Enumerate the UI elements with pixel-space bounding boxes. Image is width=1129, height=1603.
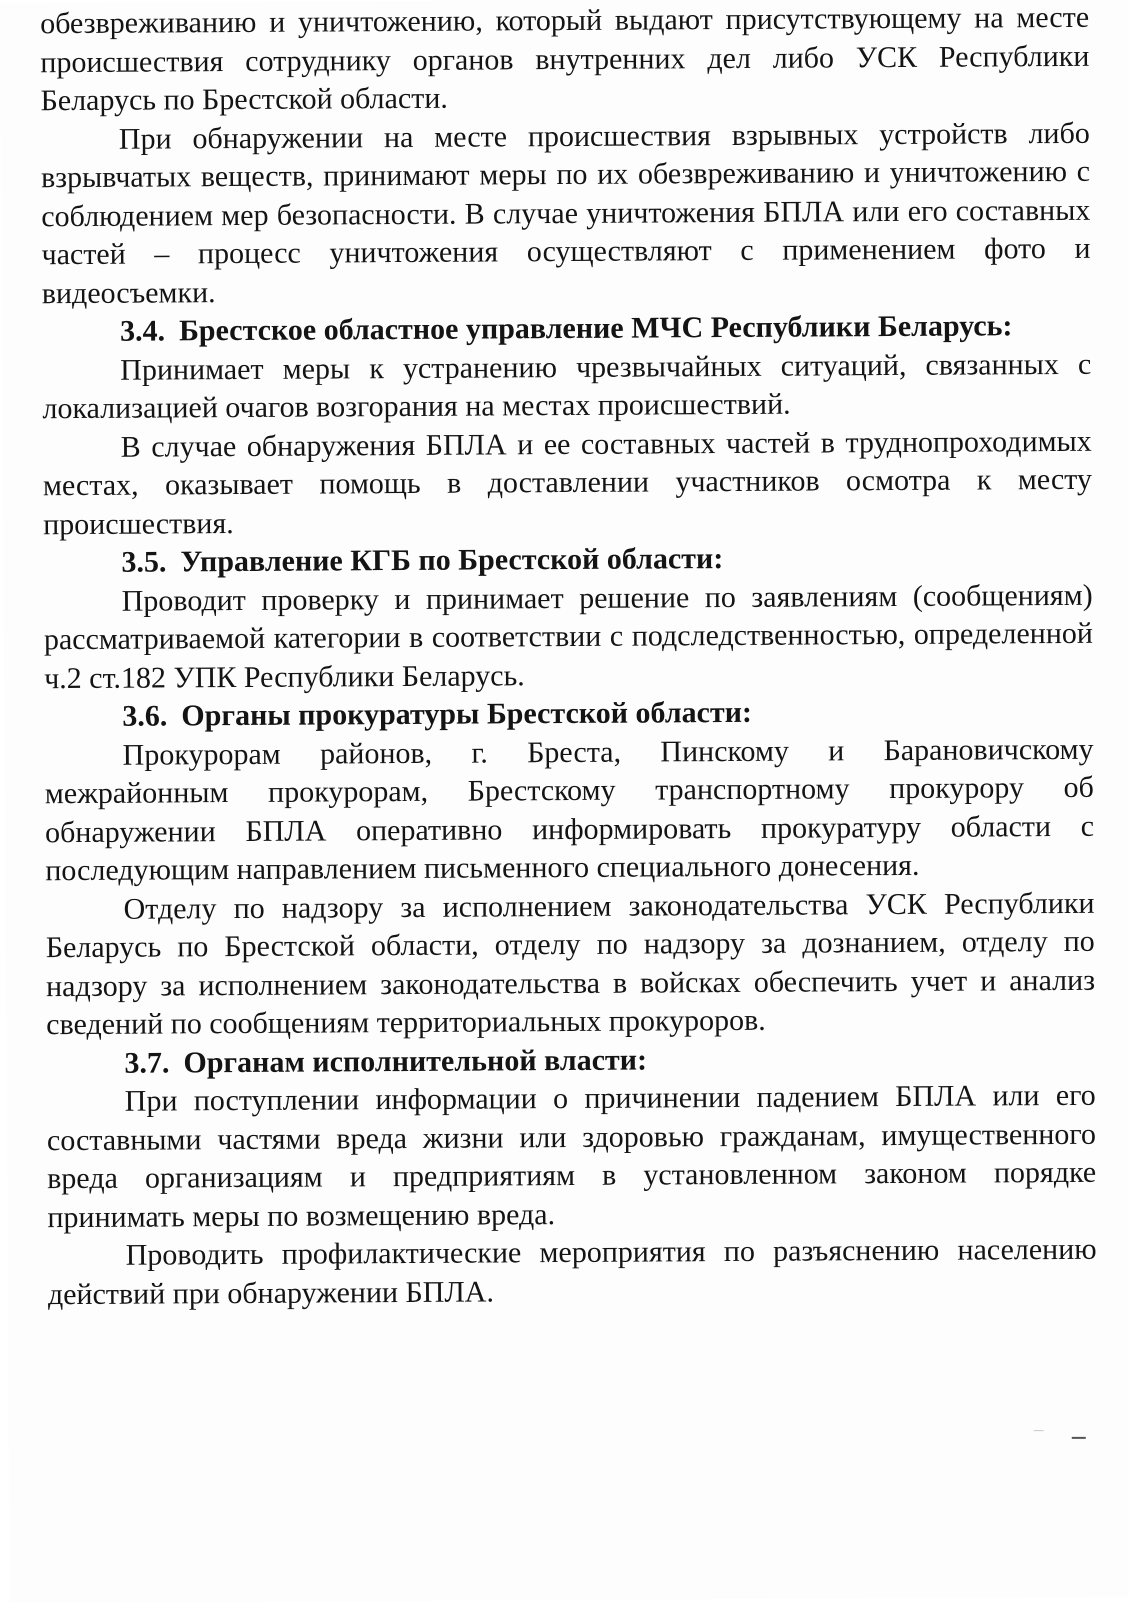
section-3-6-paragraph-2: Отделу по надзору за исполнением законодательства УСК Республики Беларусь по Брестской области, отделу по надзору за дознанием, отделу по надзору за исполнением законодательства в войсках обеспечить учет и анализ сведений по сообщениям территориальных прокуроров. [45,886,1096,1042]
section-3-7-paragraph-1: При поступлении информации о причинении падением БПЛА или его составными частями вреда жизни или здоровью гражданам, имущественного вреда организациям и предприятиям в установленном законом порядке принимать меры по возмещению вреда. [46,1078,1097,1234]
section-heading-3-6 [44,692,1093,737]
section-number: 3.4. [119,314,166,348]
section-3-7-paragraph-2: Проводить профилактические мероприятия по разъяснению населению действий при обнаружении БПЛА. [47,1232,1097,1311]
section-title: Органам исполнительной власти: [183,1043,648,1079]
section-heading-3-4 [42,307,1091,352]
section-title: Органы прокуратуры Брестской области: [181,695,753,733]
section-heading-3-7 [46,1038,1095,1083]
section-title: Брестское областное управление МЧС Республики Беларусь: [178,309,1013,348]
paragraph-explosives: При обнаружении на месте происшествия взрывных устройств либо взрывчатых веществ, принимают меры по их обезвреживанию и уничтожению с соблюдением мер безопасности. В случае уничтожения БПЛА или его составных частей – процесс уничтожения осуществляют с применением фото и видеосъемки. [40,116,1091,310]
scan-speck [1034,1430,1044,1431]
section-3-4-paragraph-2: В случае обнаружения БПЛА и ее составных частей в труднопроходимых местах, оказывает помощь в доставлении участников осмотра к месту происшествия. [42,424,1093,541]
paragraph-continuation: обезвреживанию и уничтожению, который выдают присутствующему на месте происшествия сотруднику органов внутренних дел либо УСК Республики Беларусь по Брестской области. [40,0,1090,118]
section-number: 3.5. [121,545,167,579]
section-3-4-paragraph-1: Принимает меры к устранению чрезвычайных ситуаций, связанных с локализацией очагов возгорания на местах происшествий. [42,347,1092,426]
section-title: Управление КГБ по Брестской области: [180,542,724,579]
scan-mark [1072,1437,1086,1439]
section-3-6-paragraph-1: Прокурорам районов, г. Бреста, Пинскому и Барановичскому межрайонным прокурорам, Брестскому транспортному прокурору об обнаружении БПЛА оперативно информировать прокуратуру области с последующим направлением письменного специального донесения. [44,732,1095,888]
section-number: 3.6. [122,699,168,733]
section-3-5-paragraph-1: Проводит проверку и принимает решение по заявлениям (сообщениям) рассматриваемой категории в соответствии с подследственностью, определенной ч.2 ст.182 УПК Республики Беларусь. [43,578,1093,695]
section-number: 3.7. [124,1045,170,1080]
section-heading-3-5 [43,538,1092,583]
